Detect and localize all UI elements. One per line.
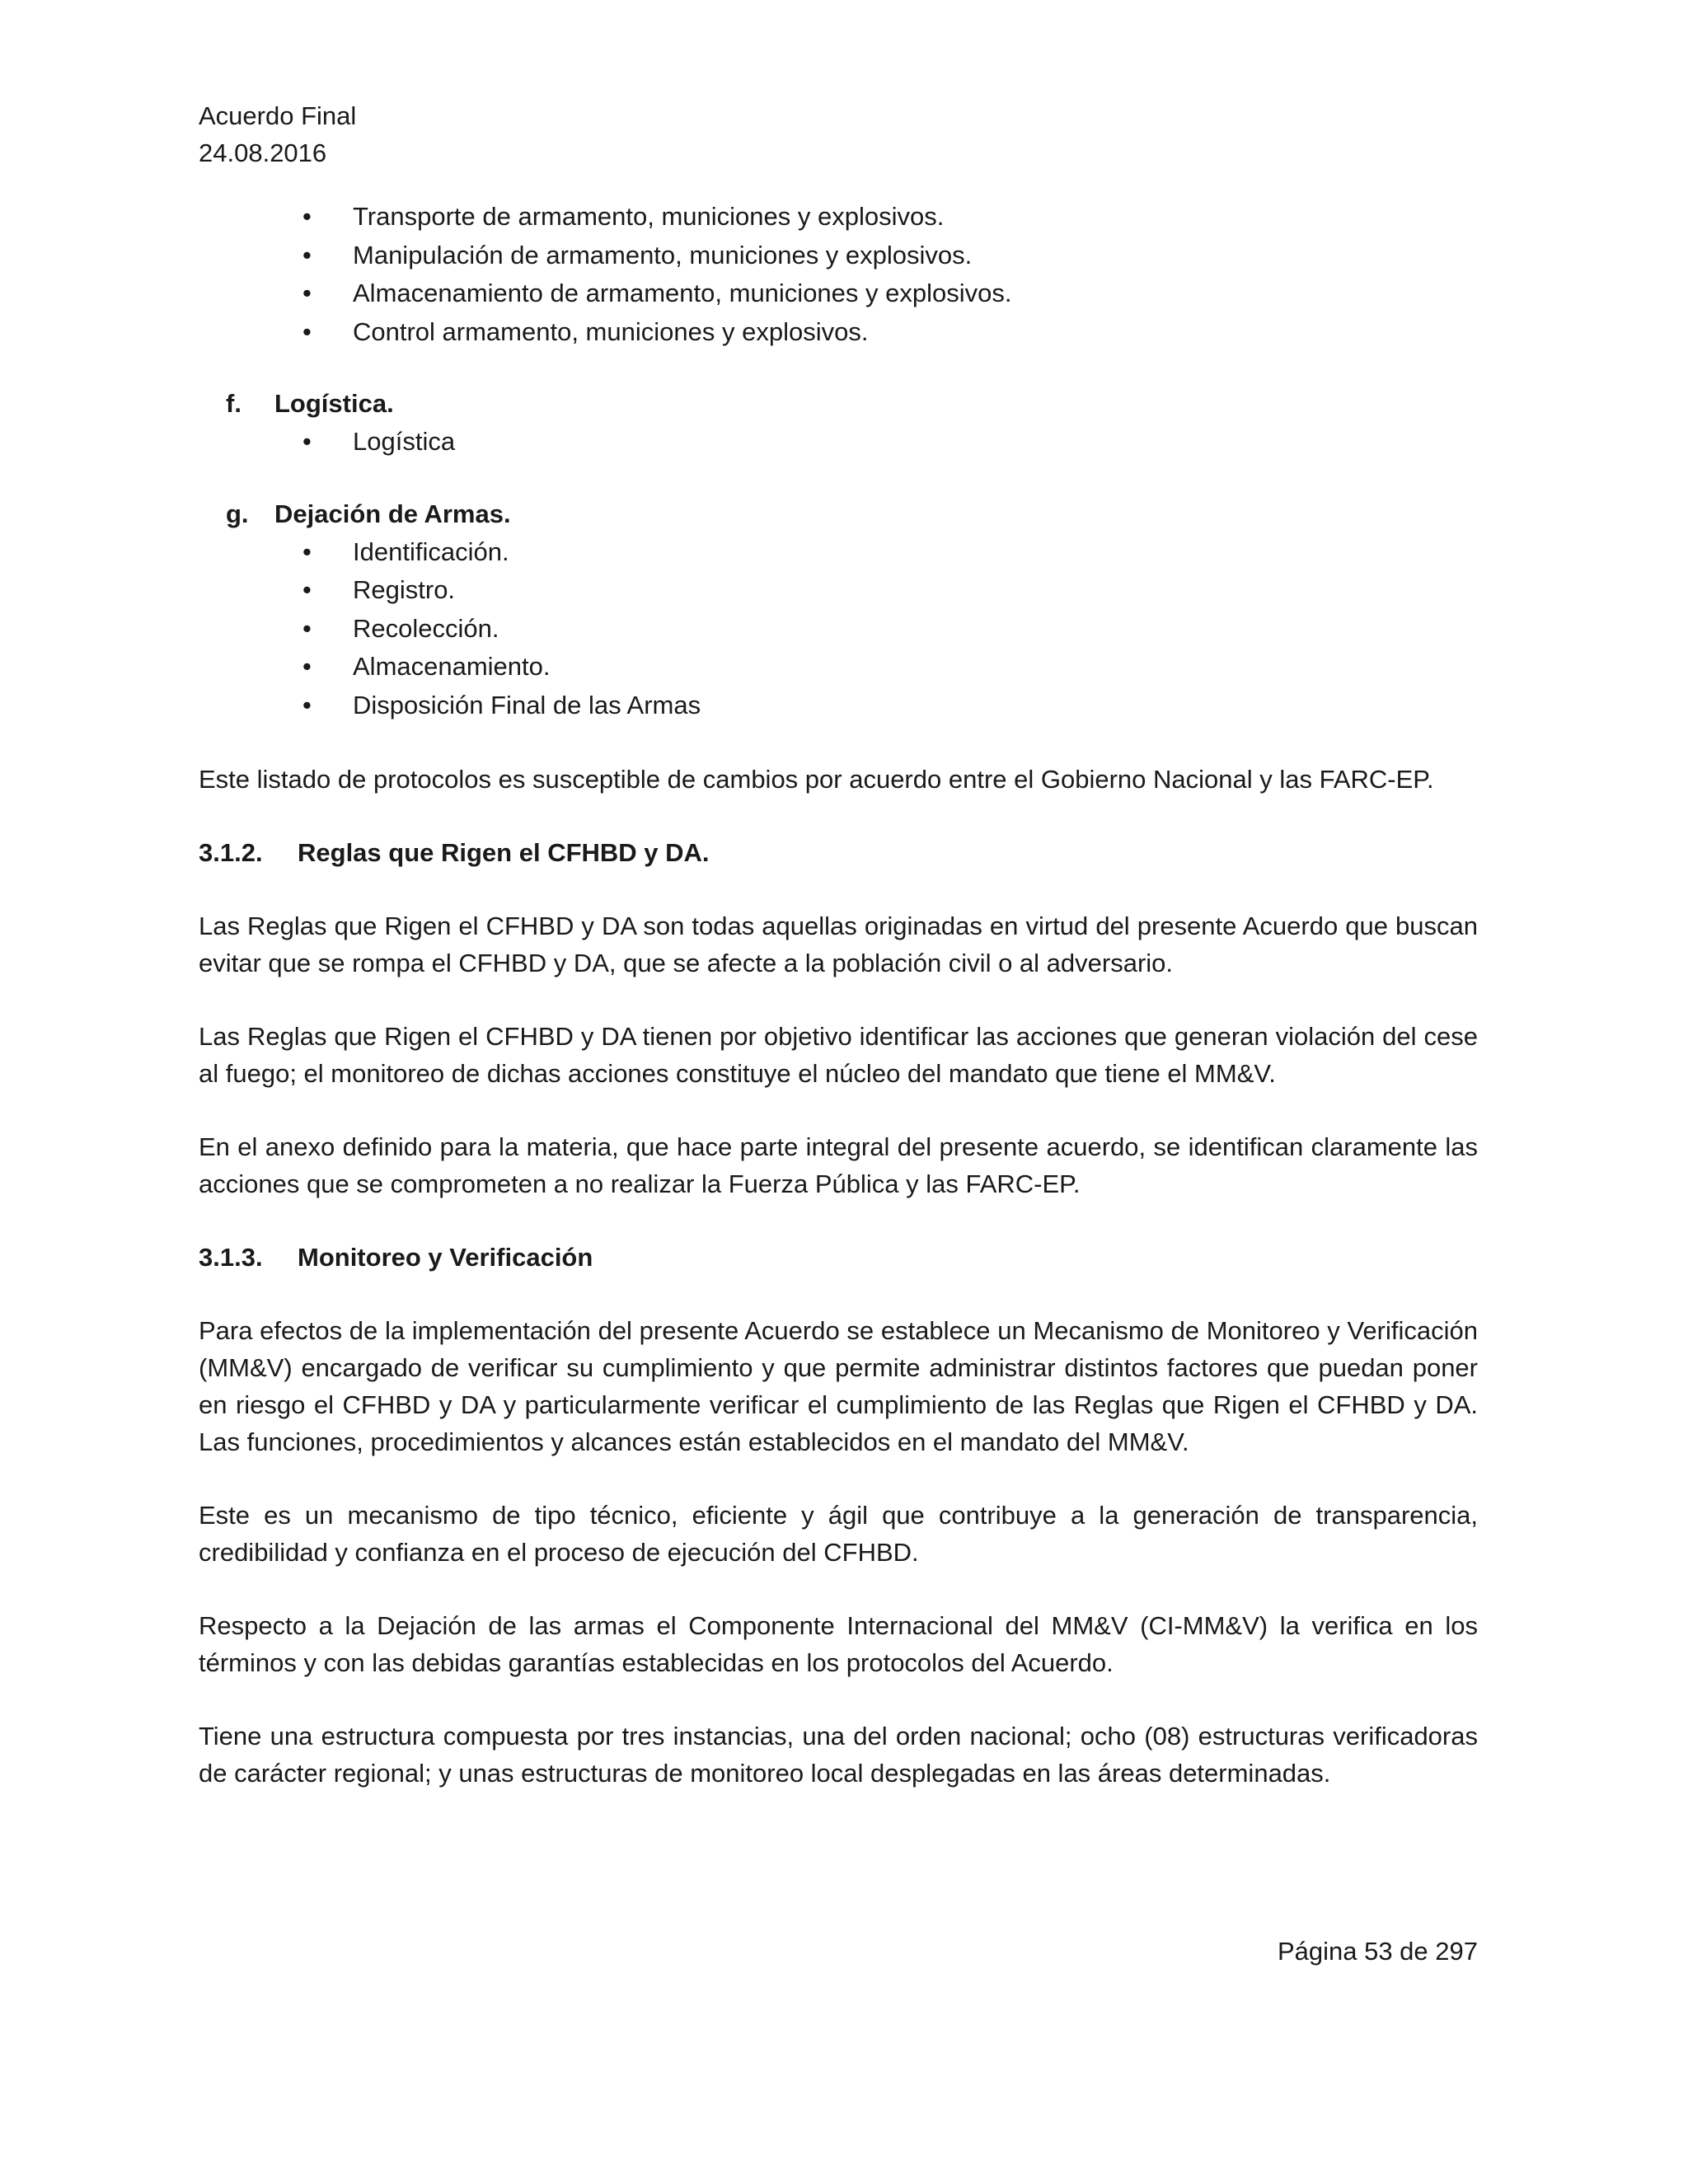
- bullet-icon: •: [302, 652, 312, 681]
- section-f: [199, 385, 1478, 462]
- bullet-icon: •: [302, 279, 312, 307]
- list-item: [199, 571, 1478, 610]
- subsection-313-title: Monitoreo y Verificación: [298, 1243, 593, 1272]
- bullet-icon: •: [302, 613, 312, 643]
- page-header: [199, 97, 356, 171]
- list-item-text: Recolección.: [353, 613, 499, 643]
- bullet-icon: •: [302, 575, 312, 604]
- list-item: [199, 648, 1478, 687]
- bullet-icon: •: [302, 240, 312, 269]
- list-item-text: Transporte de armamento, municiones y explosivos.: [353, 202, 945, 231]
- bullet-icon: •: [302, 537, 312, 566]
- paragraph-312-1: Las Reglas que Rigen el CFHBD y DA son todas aquellas originadas en virtud del presente Acuerdo que buscan evitar que se rompa el CFHBD y DA, que se afecte a la población civil o al adversario.: [199, 912, 1478, 977]
- section-f-bullet-list: [199, 423, 1478, 462]
- subsection-312-number: 3.1.2.: [199, 838, 263, 867]
- list-item-text: Registro.: [353, 575, 456, 604]
- paragraph-313-3: Respecto a la Dejación de las armas el Componente Internacional del MM&V (CI-MM&V) la verifica en los términos y con las debidas garantías establecidas en los protocolos del Acuerdo.: [199, 1611, 1478, 1677]
- section-g-heading: [199, 495, 1478, 533]
- paragraph-313-4: Tiene una estructura compuesta por tres instancias, una del orden nacional; ocho (08) estructuras verificadoras de carácter regional; y unas estructuras de monitoreo local desplegadas en las áreas determinadas.: [199, 1722, 1478, 1788]
- bullet-icon: •: [302, 316, 312, 346]
- subsection-312-title: Reglas que Rigen el CFHBD y DA.: [298, 838, 710, 867]
- paragraph-312-2: Las Reglas que Rigen el CFHBD y DA tienen por objetivo identificar las acciones que generan violación del cese al fuego; el monitoreo de dichas acciones constituye el núcleo del mandato que tiene el MM&V.: [199, 1022, 1478, 1088]
- list-item-text: Almacenamiento.: [353, 652, 551, 681]
- bullet-icon: •: [302, 690, 312, 719]
- subsection-313-number: 3.1.3.: [199, 1243, 263, 1272]
- bullet-icon: •: [302, 427, 312, 456]
- section-f-heading: [199, 385, 1478, 423]
- list-item: [199, 198, 1478, 237]
- section-f-letter: f.: [226, 389, 241, 418]
- section-g: [199, 495, 1478, 725]
- list-item-text: Logística: [353, 427, 456, 456]
- header-date: 24.08.2016: [199, 138, 327, 167]
- list-item-text: Disposición Final de las Armas: [353, 690, 701, 719]
- paragraph-protocol-list: Este listado de protocolos es susceptible de cambios por acuerdo entre el Gobierno Nacional y las FARC-EP.: [199, 765, 1434, 794]
- paragraph-313-2: Este es un mecanismo de tipo técnico, eficiente y ágil que contribuye a la generación de transparencia, credibilidad y confianza en el proceso de ejecución del CFHBD.: [199, 1501, 1478, 1567]
- list-item-text: Identificación.: [353, 537, 509, 566]
- top-bullet-list: [199, 198, 1478, 351]
- subsection-313-heading: [199, 1239, 1478, 1276]
- list-item-text: Almacenamiento de armamento, municiones y explosivos.: [353, 279, 1012, 307]
- subsection-312-heading: [199, 834, 1478, 871]
- section-g-letter: g.: [226, 499, 249, 528]
- page-number: Página 53 de 297: [1277, 1937, 1478, 1966]
- header-title: Acuerdo Final: [199, 101, 357, 130]
- list-item-text: Control armamento, municiones y explosivos.: [353, 316, 869, 346]
- paragraph-313-1: Para efectos de la implementación del presente Acuerdo se establece un Mecanismo de Monitoreo y Verificación (MM&V) encargado de verificar su cumplimiento y que permite administrar distintos factores que puedan poner en riesgo el CFHBD y DA y particularmente verificar el cumplimiento de las Reglas que Rigen el CFHBD y DA. Las funciones, procedimientos y alcances están establecidos en el mandato del MM&V.: [199, 1316, 1478, 1456]
- bullet-icon: •: [302, 202, 312, 231]
- list-item: [199, 610, 1478, 649]
- list-item: [199, 237, 1478, 275]
- section-f-title: Logística.: [274, 389, 394, 418]
- list-item-text: Manipulación de armamento, municiones y explosivos.: [353, 240, 973, 269]
- paragraph-312-3: En el anexo definido para la materia, que hace parte integral del presente acuerdo, se identifican claramente las acciones que se comprometen a no realizar la Fuerza Pública y las FARC-EP.: [199, 1132, 1478, 1198]
- page-content: [199, 198, 1478, 1792]
- section-g-title: Dejación de Armas.: [274, 499, 511, 528]
- list-item: [199, 274, 1478, 313]
- section-g-bullet-list: [199, 533, 1478, 725]
- list-item: [199, 423, 1478, 462]
- list-item: [199, 533, 1478, 572]
- list-item: [199, 687, 1478, 725]
- list-item: [199, 313, 1478, 352]
